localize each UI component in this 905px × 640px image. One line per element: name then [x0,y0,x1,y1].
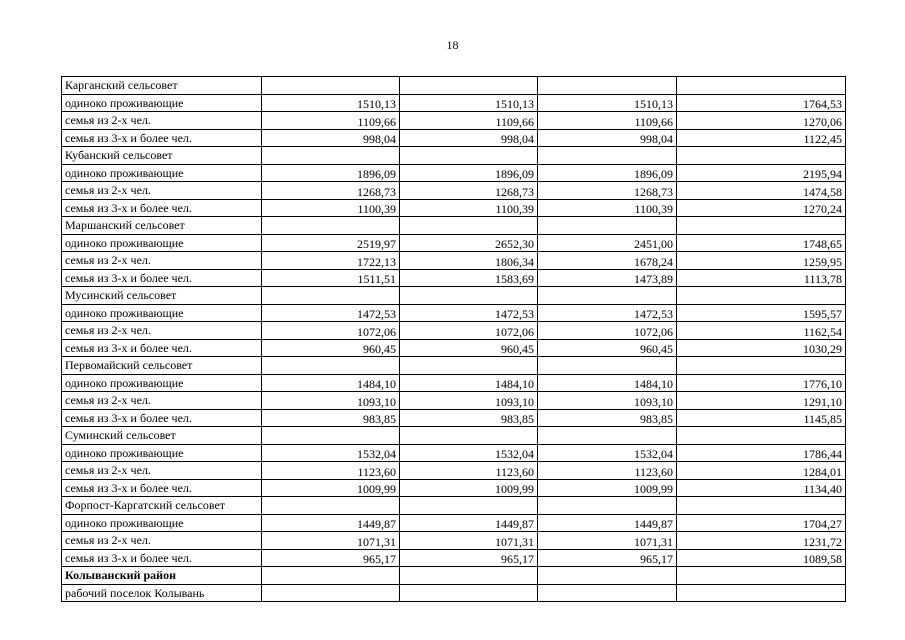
table-cell: 1484,10 [400,374,538,392]
table-row [62,497,846,515]
table-cell: 2195,94 [677,164,846,182]
row-label: семья из 2-х чел. [62,392,262,410]
table-cell: 1472,53 [262,304,400,322]
row-label: семья из 2-х чел. [62,112,262,130]
table-cell [400,497,538,515]
table-cell [538,217,677,235]
table-row [62,164,846,182]
table-cell: 1511,51 [262,269,400,287]
table-cell [677,287,846,305]
table-cell: 1748,65 [677,234,846,252]
table-cell [677,427,846,445]
table-cell: 1072,06 [400,322,538,340]
table-cell: 1532,04 [262,444,400,462]
table-cell: 1145,85 [677,409,846,427]
table-cell [677,217,846,235]
table-cell: 1704,27 [677,514,846,532]
table-row [62,357,846,375]
table-row [62,147,846,165]
table-row [62,182,846,200]
table-row [62,304,846,322]
table-cell: 2519,97 [262,234,400,252]
table-row [62,514,846,532]
table-cell: 1071,31 [400,532,538,550]
table-cell: 1268,73 [400,182,538,200]
row-label: семья из 3-х и более чел. [62,269,262,287]
row-label: семья из 3-х и более чел. [62,339,262,357]
table-cell: 1089,58 [677,549,846,567]
table-cell: 1678,24 [538,252,677,270]
row-label: семья из 2-х чел. [62,462,262,480]
row-label: семья из 2-х чел. [62,532,262,550]
table-cell: 1291,10 [677,392,846,410]
table-cell: 1472,53 [400,304,538,322]
table-cell: 998,04 [538,129,677,147]
table-cell [538,357,677,375]
table-cell: 1093,10 [538,392,677,410]
table-cell: 965,17 [400,549,538,567]
table-body [62,77,846,602]
table-cell: 1109,66 [400,112,538,130]
table-cell: 1072,06 [538,322,677,340]
table-cell: 1474,58 [677,182,846,200]
table-row [62,392,846,410]
table-cell: 1896,09 [262,164,400,182]
table-cell [262,584,400,602]
table-row [62,462,846,480]
table-row [62,374,846,392]
page-number: 18 [446,38,459,52]
table-cell: 1786,44 [677,444,846,462]
table-cell [400,584,538,602]
row-label: Первомайский сельсовет [62,357,262,375]
row-label: Форпост-Каргатский сельсовет [62,497,262,515]
table-row [62,567,846,585]
table-cell: 1532,04 [400,444,538,462]
row-label: одиноко проживающие [62,234,262,252]
row-label: Колыванский район [62,567,262,585]
row-label: семья из 3-х и более чел. [62,479,262,497]
table-cell: 1484,10 [538,374,677,392]
table-cell: 1449,87 [400,514,538,532]
row-label: одиноко проживающие [62,94,262,112]
row-label: семья из 2-х чел. [62,322,262,340]
table-cell [400,217,538,235]
table-cell [262,147,400,165]
table-cell: 1510,13 [538,94,677,112]
table-cell: 1030,29 [677,339,846,357]
table-cell: 1100,39 [538,199,677,217]
table-cell: 1109,66 [538,112,677,130]
table-cell: 1268,73 [538,182,677,200]
table-cell: 1009,99 [538,479,677,497]
table-cell: 1123,60 [538,462,677,480]
table-cell [538,77,677,95]
table-cell: 1123,60 [400,462,538,480]
table-row [62,77,846,95]
table-cell: 965,17 [538,549,677,567]
table-cell: 1764,53 [677,94,846,112]
table-cell [677,147,846,165]
table-cell: 1113,78 [677,269,846,287]
table-cell [538,427,677,445]
table-row [62,94,846,112]
table-cell [262,217,400,235]
data-table [61,76,846,602]
table-row [62,339,846,357]
table-cell [400,147,538,165]
table-cell: 1100,39 [262,199,400,217]
table-cell: 1595,57 [677,304,846,322]
table-row [62,479,846,497]
table-cell: 1231,72 [677,532,846,550]
row-label: семья из 3-х и более чел. [62,129,262,147]
row-label: Маршанский сельсовет [62,217,262,235]
table-cell: 960,45 [400,339,538,357]
table-cell: 1270,24 [677,199,846,217]
row-label: семья из 3-х и более чел. [62,199,262,217]
table-cell: 1510,13 [262,94,400,112]
row-label: Кубанский сельсовет [62,147,262,165]
table-cell [400,287,538,305]
table-cell: 983,85 [400,409,538,427]
table-cell [262,567,400,585]
table-cell [262,77,400,95]
row-label: семья из 2-х чел. [62,252,262,270]
table-cell: 1270,06 [677,112,846,130]
table-cell [677,567,846,585]
row-label: одиноко проживающие [62,514,262,532]
table-cell: 2652,30 [400,234,538,252]
table-cell: 983,85 [538,409,677,427]
table-row [62,532,846,550]
table-row [62,444,846,462]
table-row [62,217,846,235]
table-cell [400,567,538,585]
row-label: семья из 3-х и более чел. [62,409,262,427]
table-cell [677,357,846,375]
table-cell: 1449,87 [262,514,400,532]
row-label: Карганский сельсовет [62,77,262,95]
table-cell: 1532,04 [538,444,677,462]
table-cell: 1134,40 [677,479,846,497]
table-cell: 1259,95 [677,252,846,270]
table-row [62,234,846,252]
table-cell: 1510,13 [400,94,538,112]
table-row [62,199,846,217]
table-cell: 1009,99 [400,479,538,497]
table-cell: 1071,31 [538,532,677,550]
table-cell: 1806,34 [400,252,538,270]
row-label: семья из 3-х и более чел. [62,549,262,567]
table-cell: 1896,09 [538,164,677,182]
table-cell: 960,45 [538,339,677,357]
table-cell: 1268,73 [262,182,400,200]
table-cell [262,497,400,515]
table-cell: 1484,10 [262,374,400,392]
table-cell: 1776,10 [677,374,846,392]
table-cell: 1071,31 [262,532,400,550]
row-label: семья из 2-х чел. [62,182,262,200]
table-cell [262,427,400,445]
table-cell: 1284,01 [677,462,846,480]
table-row [62,112,846,130]
table-cell [538,567,677,585]
row-label: Суминский сельсовет [62,427,262,445]
table-cell: 1162,54 [677,322,846,340]
table-row [62,584,846,602]
table-cell [262,357,400,375]
table-cell [677,584,846,602]
table-row [62,427,846,445]
row-label: одиноко проживающие [62,164,262,182]
table-cell: 960,45 [262,339,400,357]
table-cell: 2451,00 [538,234,677,252]
row-label: одиноко проживающие [62,374,262,392]
table-cell [677,497,846,515]
table-cell: 1472,53 [538,304,677,322]
table-cell: 1449,87 [538,514,677,532]
table-row [62,287,846,305]
table-cell: 1473,89 [538,269,677,287]
row-label: Мусинский сельсовет [62,287,262,305]
table-cell: 1583,69 [400,269,538,287]
table-cell: 1896,09 [400,164,538,182]
table-cell: 1722,13 [262,252,400,270]
table-cell: 1072,06 [262,322,400,340]
table-cell: 998,04 [400,129,538,147]
table-cell: 998,04 [262,129,400,147]
table-row [62,129,846,147]
row-label: рабочий поселок Колывань [62,584,262,602]
table-cell [677,77,846,95]
table-cell [538,147,677,165]
table-cell: 1093,10 [400,392,538,410]
table-cell [262,287,400,305]
table-cell: 1122,45 [677,129,846,147]
table-cell: 1009,99 [262,479,400,497]
table-cell [538,287,677,305]
table-cell: 1123,60 [262,462,400,480]
table-cell [400,77,538,95]
row-label: одиноко проживающие [62,304,262,322]
table-row [62,322,846,340]
table-cell [400,427,538,445]
table-cell [400,357,538,375]
table-cell [538,584,677,602]
row-label: одиноко проживающие [62,444,262,462]
table-cell: 983,85 [262,409,400,427]
table-cell [538,497,677,515]
table-row [62,409,846,427]
table-cell: 965,17 [262,549,400,567]
table-row [62,269,846,287]
table-cell: 1109,66 [262,112,400,130]
table-row [62,549,846,567]
table-cell: 1100,39 [400,199,538,217]
table-cell: 1093,10 [262,392,400,410]
table-row [62,252,846,270]
